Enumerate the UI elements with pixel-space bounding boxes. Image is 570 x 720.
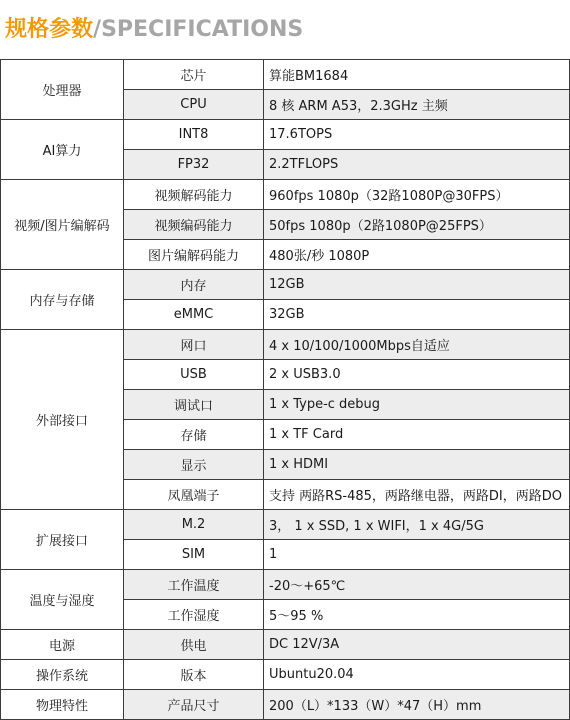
spec-value: 2.2TFLOPS: [264, 150, 570, 180]
title-english: SPECIFICATIONS: [101, 17, 304, 42]
spec-row: [1, 330, 570, 360]
spec-value: 2 x USB3.0: [264, 360, 570, 390]
spec-item: 图片编解码能力: [124, 240, 264, 270]
spec-value: 3， 1 x SSD, 1 x WIFI，1 x 4G/5G: [264, 510, 570, 540]
spec-category: 物理特性: [1, 690, 124, 720]
spec-row: [1, 660, 570, 690]
spec-item: 内存: [124, 270, 264, 300]
spec-item: CPU: [124, 90, 264, 120]
spec-value: 8 核 ARM A53，2.3GHz 主频: [264, 90, 570, 120]
spec-category: 操作系统: [1, 660, 124, 690]
spec-category: 处理器: [1, 60, 124, 120]
spec-row: [1, 270, 570, 300]
spec-item: 供电: [124, 630, 264, 660]
spec-item: 产品尺寸: [124, 690, 264, 720]
spec-value: 17.6TOPS: [264, 120, 570, 150]
spec-value: 1: [264, 540, 570, 570]
title-separator: /: [93, 17, 102, 42]
spec-value: 支持 两路RS-485，两路继电器，两路DI，两路DO: [264, 480, 570, 510]
spec-item: 芯片: [124, 60, 264, 90]
spec-value: 1 x HDMI: [264, 450, 570, 480]
spec-item: 调试口: [124, 390, 264, 420]
spec-row: [1, 510, 570, 540]
spec-row: [1, 570, 570, 600]
spec-value: 算能BM1684: [264, 60, 570, 90]
spec-category: 电源: [1, 630, 124, 660]
spec-value: 32GB: [264, 300, 570, 330]
title-chinese: 规格参数: [5, 17, 94, 42]
spec-value: 5～95 %: [264, 600, 570, 630]
spec-value: 1 x Type-c debug: [264, 390, 570, 420]
spec-value: 960fps 1080p（32路1080P@30FPS）: [264, 180, 570, 210]
spec-item: 显示: [124, 450, 264, 480]
spec-item: 工作湿度: [124, 600, 264, 630]
spec-item: USB: [124, 360, 264, 390]
spec-category: 扩展接口: [1, 510, 124, 570]
spec-value: Ubuntu20.04: [264, 660, 570, 690]
spec-value: 50fps 1080p（2路1080P@25FPS）: [264, 210, 570, 240]
spec-item: FP32: [124, 150, 264, 180]
spec-category: 内存与存储: [1, 270, 124, 330]
spec-item: INT8: [124, 120, 264, 150]
spec-row: [1, 630, 570, 660]
spec-item: 网口: [124, 330, 264, 360]
spec-item: eMMC: [124, 300, 264, 330]
spec-value: DC 12V/3A: [264, 630, 570, 660]
spec-row: [1, 180, 570, 210]
spec-table: [0, 59, 570, 720]
spec-row: [1, 690, 570, 720]
spec-value: 200（L）*133（W）*47（H）mm: [264, 690, 570, 720]
spec-value: 12GB: [264, 270, 570, 300]
spec-item: 视频编码能力: [124, 210, 264, 240]
spec-item: 版本: [124, 660, 264, 690]
spec-table-body: [1, 60, 570, 720]
spec-item: 凤凰端子: [124, 480, 264, 510]
spec-category: 外部接口: [1, 330, 124, 510]
spec-item: 存储: [124, 420, 264, 450]
spec-row: [1, 120, 570, 150]
spec-value: 1 x TF Card: [264, 420, 570, 450]
spec-category: AI算力: [1, 120, 124, 180]
spec-row: [1, 60, 570, 90]
spec-item: 工作温度: [124, 570, 264, 600]
spec-category: 视频/图片编解码: [1, 180, 124, 270]
spec-value: 4 x 10/100/1000Mbps自适应: [264, 330, 570, 360]
page-title: [5, 14, 303, 46]
spec-value: -20～+65℃: [264, 570, 570, 600]
spec-value: 480张/秒 1080P: [264, 240, 570, 270]
spec-item: SIM: [124, 540, 264, 570]
spec-item: M.2: [124, 510, 264, 540]
spec-item: 视频解码能力: [124, 180, 264, 210]
spec-category: 温度与湿度: [1, 570, 124, 630]
